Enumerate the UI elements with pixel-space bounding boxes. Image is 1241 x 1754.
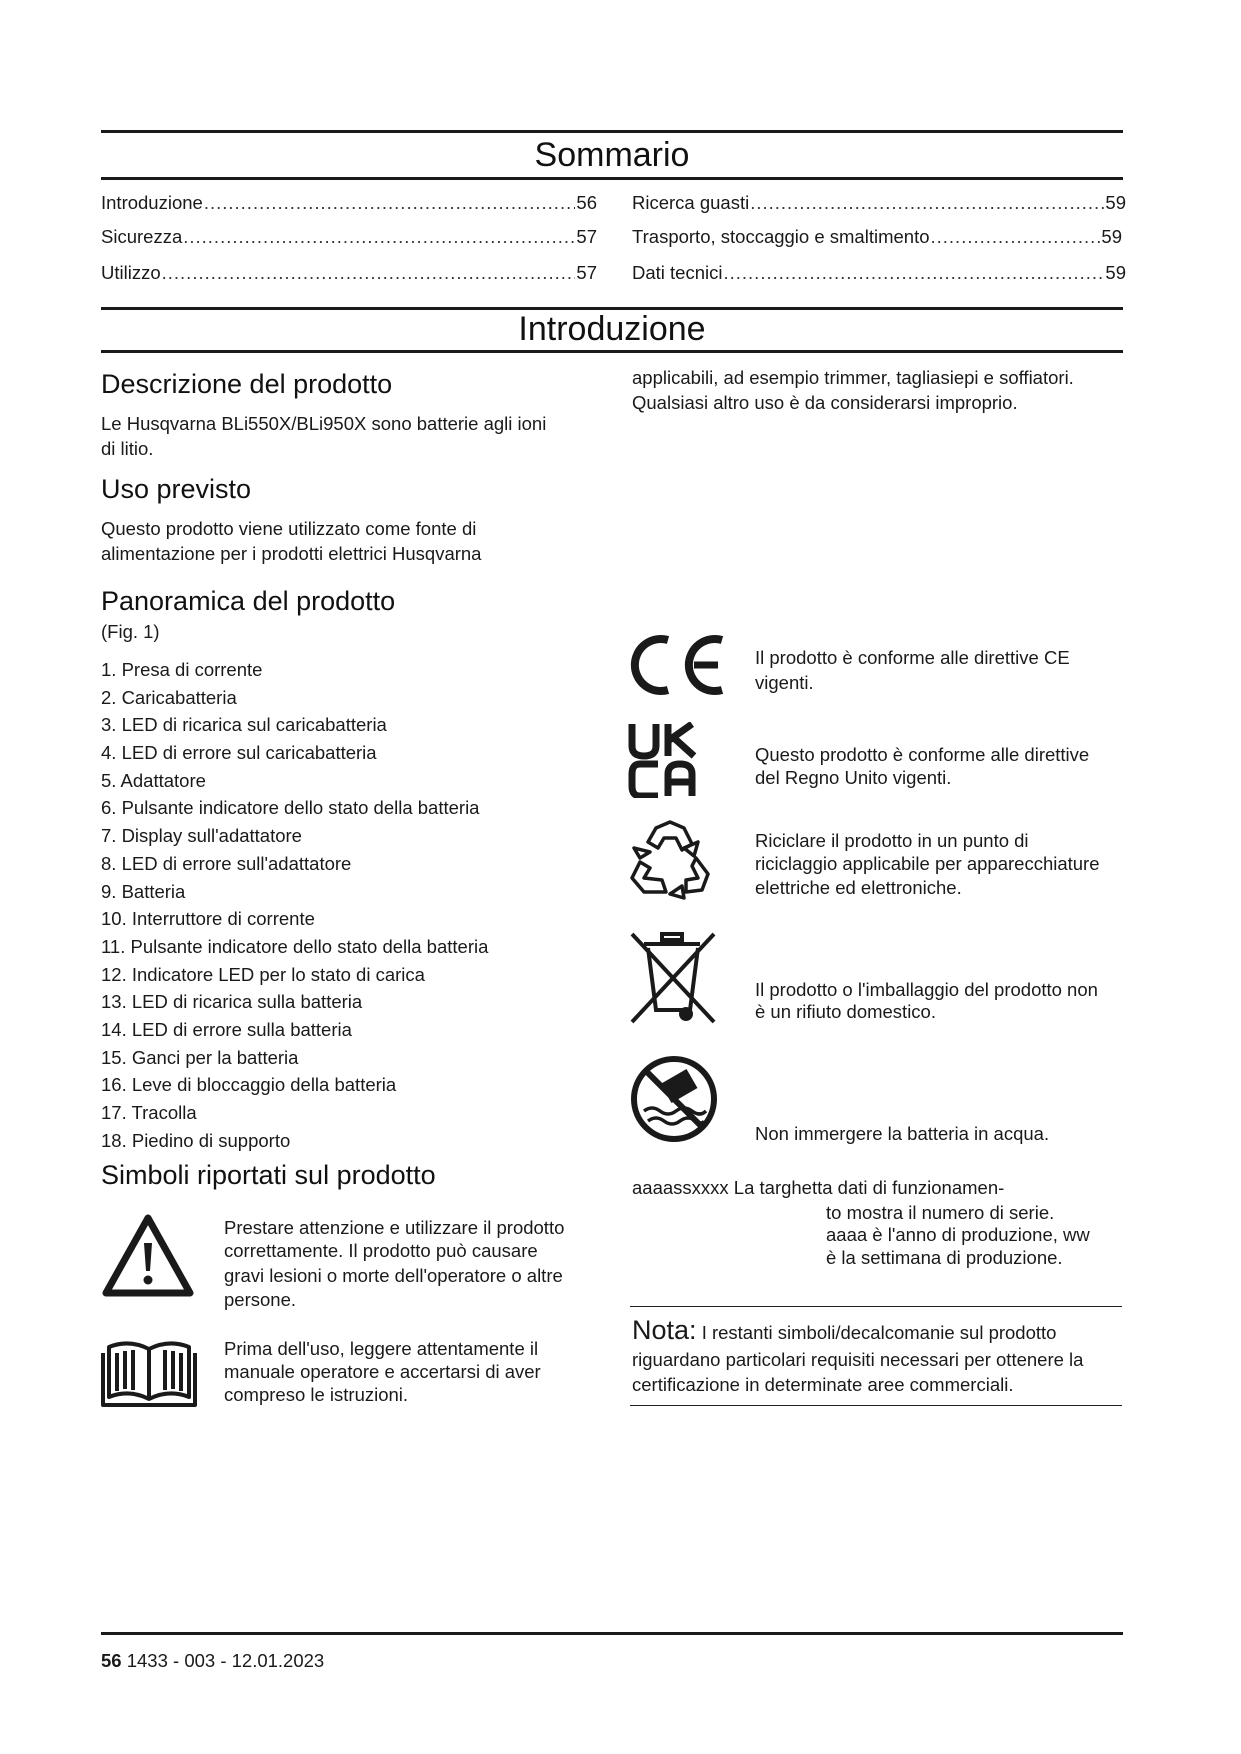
- list-item: 12. Indicatore LED per lo stato di carica: [101, 963, 425, 985]
- nota-text-1: I restanti simboli/decalcomanie sul prodotto: [701, 1322, 1057, 1343]
- plate-line-1: [632, 1176, 1004, 1200]
- section-title: Introduzione: [518, 310, 706, 348]
- plate-text-3: aaaa è l'anno di produzione, ww: [826, 1224, 1090, 1245]
- nota-label: Nota:: [632, 1315, 697, 1345]
- panoramica-heading: Panoramica del prodotto: [101, 586, 396, 616]
- descrizione-text-2: di litio.: [101, 438, 154, 459]
- uso-cont-2: Qualsiasi altro uso è da considerarsi improprio.: [632, 392, 1018, 413]
- recycle-text-1: Riciclare il prodotto in un punto di: [755, 830, 1029, 851]
- list-item: 17. Tracolla: [101, 1102, 197, 1123]
- list-item: 15. Ganci per la batteria: [101, 1046, 299, 1068]
- simboli-heading: Simboli riportati sul prodotto: [101, 1160, 436, 1190]
- ce-text-2: vigenti.: [755, 672, 814, 693]
- recycle-text-2: riciclaggio applicabile per apparecchiature: [755, 853, 1100, 874]
- plate-text-1: La targhetta dati di funzionamen-: [733, 1177, 1005, 1198]
- toc-entry-introduzione[interactable]: Introduzione ..... 56: [101, 192, 597, 214]
- list-item: 9. Batteria: [101, 880, 186, 902]
- toc-entry-trasporto[interactable]: Trasporto, stoccaggio e smaltimento ..... 59: [632, 226, 1122, 248]
- list-item: 3. LED di ricarica sul caricabatteria: [101, 714, 387, 736]
- water-text: Non immergere la batteria in acqua.: [755, 1123, 1050, 1144]
- ce-text-1: Il prodotto è conforme alle direttive CE: [755, 647, 1070, 668]
- crossed-bin-icon: [628, 930, 718, 1026]
- nota-text-3: certificazione in determinate aree commerciali.: [632, 1374, 1014, 1395]
- warning-triangle-icon: [101, 1213, 195, 1299]
- ukca-text-1: Questo prodotto è conforme alle direttive: [755, 744, 1090, 765]
- warning-text-3: gravi lesioni o morte dell'operatore o altre: [224, 1265, 563, 1286]
- uso-text-1: Questo prodotto viene utilizzato come fonte di: [101, 518, 477, 539]
- weee-text-2: è un rifiuto domestico.: [755, 1001, 936, 1022]
- warning-text-1: Prestare attenzione e utilizzare il prodotto: [224, 1217, 565, 1238]
- warning-text-2: correttamente. Il prodotto può causare: [224, 1240, 538, 1261]
- toc-entry-dati-tecnici[interactable]: Dati tecnici ..... 59: [632, 262, 1126, 284]
- toc-entry-ricerca-guasti[interactable]: Ricerca guasti ..... 59: [632, 192, 1126, 214]
- list-item: 8. LED di errore sull'adattatore: [101, 852, 352, 874]
- document-code: 1433 - 003 - 12.01.2023: [126, 1650, 325, 1671]
- list-item: 18. Piedino di supporto: [101, 1129, 291, 1151]
- nota-text-2: riguardano particolari requisiti necessari per ottenere la: [632, 1349, 1084, 1370]
- nota-top-rule: [630, 1306, 1122, 1307]
- list-item: 7. Display sull'adattatore: [101, 825, 302, 847]
- warning-text-4: persone.: [224, 1289, 296, 1310]
- page-number: 56: [101, 1650, 122, 1671]
- list-item: 11. Pulsante indicatore dello stato della batteria: [101, 935, 489, 957]
- list-item: 1. Presa di corrente: [101, 659, 263, 680]
- weee-text-1: Il prodotto o l'imballaggio del prodotto non: [755, 979, 1098, 1000]
- read-manual-icon: [101, 1335, 197, 1407]
- recycle-text-3: elettriche ed elettroniche.: [755, 877, 962, 898]
- uso-cont-1: applicabili, ad esempio trimmer, tagliasiepi e soffiatori.: [632, 367, 1074, 388]
- recycle-icon: [626, 818, 714, 902]
- list-item: 6. Pulsante indicatore dello stato della batteria: [101, 797, 480, 819]
- no-water-immersion-icon: [630, 1055, 718, 1143]
- list-item: 16. Leve di bloccaggio della batteria: [101, 1074, 397, 1096]
- toc-title: Sommario: [534, 136, 690, 174]
- uso-heading: Uso previsto: [101, 474, 252, 504]
- manual-text-3: compreso le istruzioni.: [224, 1384, 409, 1405]
- uso-text-2: alimentazione per i prodotti elettrici Husqvarna: [101, 543, 482, 564]
- toc-entry-sicurezza[interactable]: Sicurezza ..... 57: [101, 226, 597, 248]
- list-item: 5. Adattatore: [101, 769, 206, 791]
- plate-code: aaaassxxxx: [632, 1177, 729, 1198]
- nota-bottom-rule: [630, 1405, 1122, 1406]
- ukca-mark-icon: [628, 722, 700, 798]
- list-item: 13. LED di ricarica sulla batteria: [101, 991, 363, 1013]
- component-list: [101, 656, 488, 1154]
- section-bottom-rule: [101, 350, 1123, 353]
- descrizione-heading: Descrizione del prodotto: [101, 369, 393, 399]
- list-item: 10. Interruttore di corrente: [101, 908, 315, 930]
- list-item: 2. Caricabatteria: [101, 686, 237, 708]
- list-item: 4. LED di errore sul caricabatteria: [101, 742, 377, 764]
- manual-text-1: Prima dell'uso, leggere attentamente il: [224, 1338, 539, 1359]
- plate-text-4: è la settimana di produzione.: [826, 1247, 1063, 1268]
- footer: [101, 1649, 324, 1673]
- footer-rule: [101, 1632, 1123, 1635]
- plate-text-2: to mostra il numero di serie.: [826, 1202, 1055, 1223]
- toc-bottom-rule: [101, 177, 1123, 180]
- panoramica-fig-ref: (Fig. 1): [101, 621, 160, 642]
- manual-text-2: manuale operatore e accertarsi di aver: [224, 1361, 541, 1382]
- toc-top-rule: [101, 130, 1123, 133]
- descrizione-text-1: Le Husqvarna BLi550X/BLi950X sono batterie agli ioni: [101, 413, 547, 434]
- ukca-text-2: del Regno Unito vigenti.: [755, 767, 952, 788]
- ce-mark-icon: [628, 630, 728, 700]
- nota-line-1: [632, 1315, 1057, 1345]
- toc-entry-utilizzo[interactable]: Utilizzo ..... 57: [101, 262, 597, 284]
- list-item: 14. LED di errore sulla batteria: [101, 1018, 352, 1040]
